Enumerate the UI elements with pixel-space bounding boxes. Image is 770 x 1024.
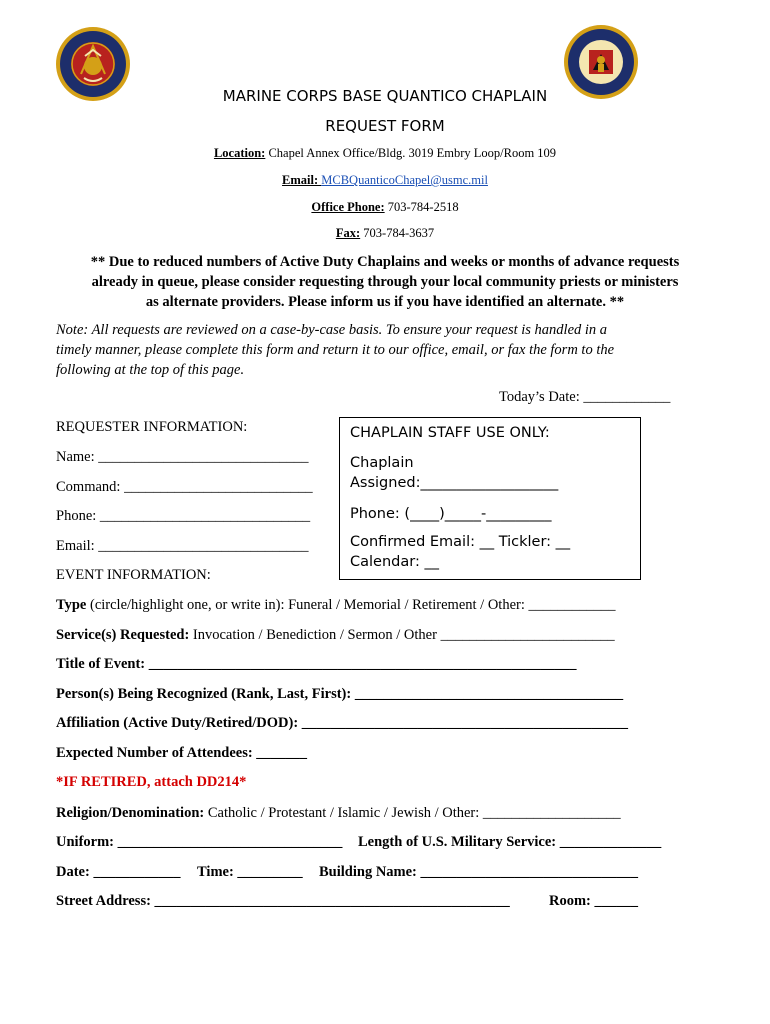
note-line: timely manner, please complete this form and return it to our office, email, or fax the form to the [56,342,615,358]
notice-line: already in queue, please consider requesting through your local community priests or ministers [91,274,679,290]
confirmed-email-tickler-field[interactable]: Confirmed Email: __ Tickler: __ [350,534,571,550]
fax-label: Fax: [335,226,361,240]
services-requested-label: Service(s) Requested: [56,627,190,643]
advance-request-notice [40,252,730,312]
staff-phone-field[interactable]: Phone: (____)_____-_________ [350,506,552,522]
requester-info-heading: REQUESTER INFORMATION: [56,419,248,435]
email-label: Email: [282,173,322,187]
todays-date-field[interactable]: Today’s Date: ____________ [499,389,671,405]
office-phone-value: 703-784-2518 [384,200,459,214]
notice-line: ** Due to reduced numbers of Active Duty Chaplains and weeks or months of advance requests [90,254,680,270]
location-line [0,146,770,161]
title-of-event-field[interactable]: Title of Event: ___________________________________________________________ [56,656,577,672]
email-link[interactable]: MCBQuanticoChapel@usmc.mil [321,173,488,187]
room-field[interactable]: Room: ______ [549,893,639,909]
services-requested-options: Invocation / Benediction / Sermon / Other ________________________ [189,627,615,643]
staff-use-heading: CHAPLAIN STAFF USE ONLY: [350,425,550,441]
chaplain-staff-use-box [339,417,641,580]
length-of-service-field[interactable]: Length of U.S. Military Service: ______________ [358,834,662,850]
date-field[interactable]: Date: ____________ [56,864,181,880]
name-field[interactable]: Name: _____________________________ [56,449,309,465]
fax-line [0,226,770,241]
event-info-heading: EVENT INFORMATION: [56,567,211,583]
chaplain-assigned-label: Chaplain [350,455,414,471]
office-phone-label: Office Phone: [311,200,385,214]
retired-dd214-notice: *IF RETIRED, attach DD214* [56,774,247,790]
location-label: Location: [213,146,266,160]
time-field[interactable]: Time: _________ [197,864,303,880]
chaplain-assigned-field[interactable]: Assigned:___________________ [350,475,559,491]
location-value: Chapel Annex Office/Bldg. 3019 Embry Loop/Room 109 [265,146,557,160]
fax-value: 703-784-3637 [360,226,435,240]
services-requested-field[interactable] [56,627,615,644]
uniform-field[interactable]: Uniform: _______________________________ [56,834,343,850]
street-address-field[interactable]: Street Address: _________________________________________________ [56,893,510,909]
form-title-line-2: REQUEST FORM [325,117,445,135]
note-line: Note: All requests are reviewed on a case-by-case basis. To ensure your request is handled in a [56,322,608,338]
email-field[interactable]: Email: _____________________________ [56,538,309,554]
religion-label: Religion/Denomination: [56,805,205,821]
building-name-field[interactable]: Building Name: ______________________________ [319,864,639,880]
affiliation-field[interactable]: Affiliation (Active Duty/Retired/DOD): _____________________________________________ [56,715,629,731]
expected-attendees-field[interactable]: Expected Number of Attendees: _______ [56,745,308,761]
event-type-options: (circle/highlight one, or write in): Funeral / Memorial / Retirement / Other: ____________ [86,597,616,613]
religion-field[interactable] [56,805,621,822]
event-type-field[interactable] [56,597,616,614]
religion-options: Catholic / Protestant / Islamic / Jewish / Other: ___________________ [204,805,621,821]
review-note [56,320,706,380]
phone-field[interactable]: Phone: _____________________________ [56,508,311,524]
note-line: following at the top of this page. [56,362,245,378]
calendar-field[interactable]: Calendar: __ [350,554,439,570]
form-title-line-1: MARINE CORPS BASE QUANTICO CHAPLAIN [222,87,548,105]
event-type-label: Type [56,597,87,613]
office-phone-line [0,200,770,215]
command-field[interactable]: Command: __________________________ [56,479,313,495]
persons-recognized-field[interactable]: Person(s) Being Recognized (Rank, Last, First): _____________________________________ [56,686,624,702]
notice-line: as alternate providers. Please inform us if you have identified an alternate. ** [145,294,625,310]
email-line [0,173,770,188]
